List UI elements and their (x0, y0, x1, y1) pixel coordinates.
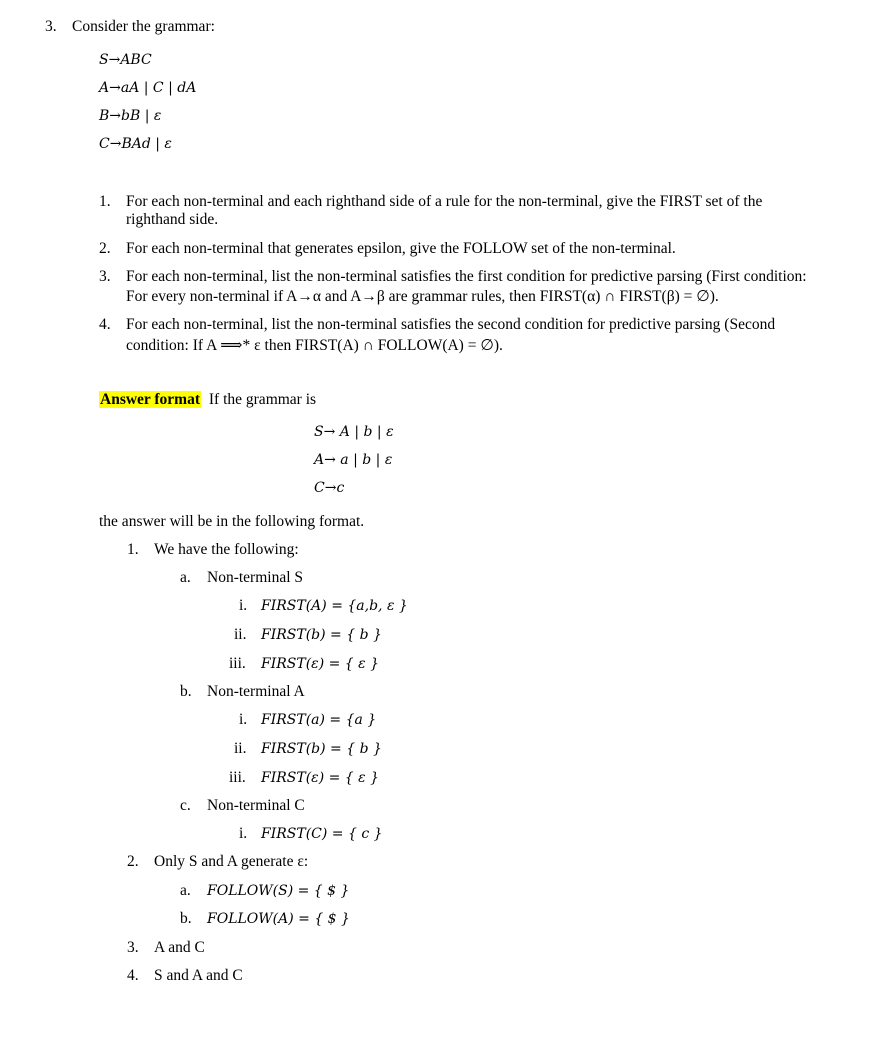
task-4-line1: For each non-terminal, list the non-terminal satisfies the second condition for predictive parsing (Second (126, 316, 776, 333)
answer-1a-i-text: FIRST(A) = {a,b, ε } (261, 598, 408, 614)
task-3-line2: For every non-terminal if A→α and A→β are grammar rules, then FIRST(α) ∩ FIRST(β) = ∅). (126, 288, 719, 305)
answer-1b-i-number: i. (239, 711, 248, 728)
task-1-line1: For each non-terminal and each righthand side of a rule for the non-terminal, give the FIRST set of the (126, 193, 763, 210)
answer-2a-number: a. (180, 882, 191, 899)
answer-2b-text: FOLLOW(A) = { $ } (207, 911, 350, 927)
answer-1b-i-text: FIRST(a) = {a } (261, 712, 377, 728)
answer-1a-ii-text: FIRST(b) = { b } (261, 627, 382, 643)
answer-1c-number: c. (180, 797, 191, 814)
answer-1c-i-number: i. (239, 825, 248, 842)
answer-lead: the answer will be in the following format. (99, 513, 365, 530)
example-rule-a: A→ a | b | ε (314, 452, 393, 468)
task-1-line2: righthand side. (126, 211, 219, 228)
example-rule-s: S→ A | b | ε (314, 424, 394, 440)
answer-1c-i-text: FIRST(C) = { c } (261, 826, 383, 842)
answer-1b-text: Non-terminal A (207, 683, 305, 700)
task-4-number: 4. (99, 316, 111, 333)
question-number: 3. (45, 18, 57, 35)
task-1-number: 1. (99, 193, 111, 210)
grammar-rule-b: B→bB | ε (99, 108, 162, 124)
task-2-number: 2. (99, 240, 111, 257)
answer-1-number: 1. (127, 541, 139, 558)
answer-3-text: A and C (154, 939, 205, 956)
grammar-rule-c: C→BAd | ε (99, 136, 172, 152)
answer-1a-iii-text: FIRST(ε) = { ε } (261, 656, 380, 672)
answer-1b-ii-text: FIRST(b) = { b } (261, 741, 382, 757)
answer-2b-number: b. (180, 910, 192, 927)
answer-1a-text: Non-terminal S (207, 569, 303, 586)
answer-1c-text: Non-terminal C (207, 797, 305, 814)
answer-3-number: 3. (127, 939, 139, 956)
answer-1b-ii-number: ii. (234, 740, 247, 757)
answer-1a-ii-number: ii. (234, 626, 247, 643)
answer-2-text: Only S and A generate ε: (154, 853, 309, 870)
answer-1b-number: b. (180, 683, 192, 700)
task-3-number: 3. (99, 268, 111, 285)
answer-format-line (99, 391, 316, 409)
grammar-rule-a: A→aA | C | dA (99, 80, 197, 96)
answer-4-number: 4. (127, 967, 139, 984)
answer-format-intro: If the grammar is (208, 391, 317, 408)
example-rule-c: C→c (314, 480, 345, 496)
question-intro: Consider the grammar: (72, 18, 215, 35)
answer-1a-i-number: i. (239, 597, 248, 614)
answer-1a-number: a. (180, 569, 191, 586)
answer-1a-iii-number: iii. (229, 655, 246, 672)
answer-2-number: 2. (127, 853, 139, 870)
answer-4-text: S and A and C (154, 967, 243, 984)
answer-1b-iii-text: FIRST(ε) = { ε } (261, 770, 380, 786)
answer-2a-text: FOLLOW(S) = { $ } (207, 883, 350, 899)
answer-1-text: We have the following: (154, 541, 299, 558)
task-2-line1: For each non-terminal that generates epsilon, give the FOLLOW set of the non-terminal. (126, 240, 676, 257)
answer-format-label: Answer format (100, 391, 201, 408)
task-4-line2: condition: If A ⟹* ε then FIRST(A) ∩ FOLLOW(A) = ∅). (126, 337, 503, 354)
grammar-rule-s: S→ABC (99, 52, 152, 68)
task-3-line1: For each non-terminal, list the non-terminal satisfies the first condition for predictive parsing (First condition: (126, 268, 807, 285)
answer-1b-iii-number: iii. (229, 769, 246, 786)
